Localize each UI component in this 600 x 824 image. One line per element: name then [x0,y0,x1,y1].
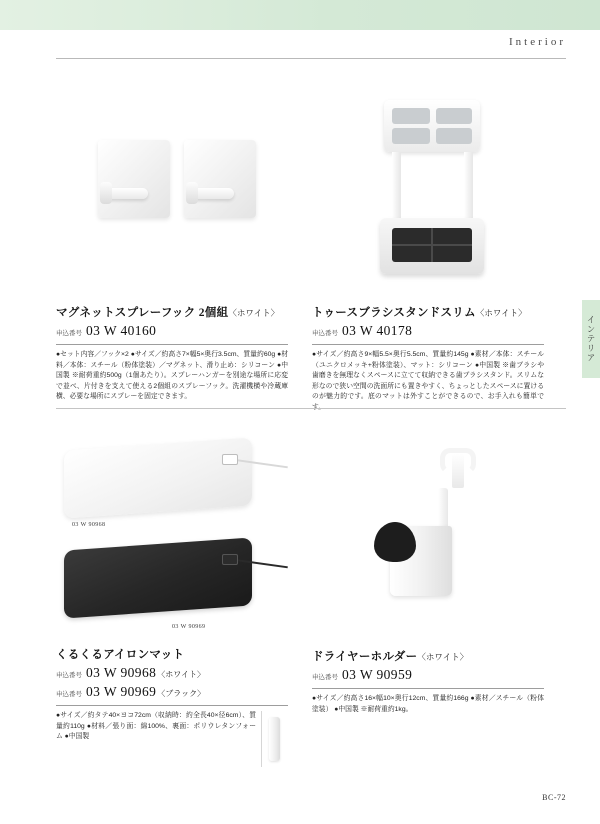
product-variant: 〈ホワイト〉 [417,652,469,662]
product-divider [56,344,288,345]
product-spec-iron-mat: ●サイズ／約タテ40×ヨコ72cm（収納時：約全長40×径6cm）、質量約110g ●材料／張り面：綿100%、裏面：ポリウレタンフォーム ●中国製 [56,712,256,741]
product-photo-magnet-spray-hook [56,78,288,300]
product-card-magnet-spray-hook [56,78,288,403]
product-code-row-magnet-spray-hook [56,323,288,339]
code-label: 申込番号 [312,674,338,681]
product-title-text: くるくるアイロンマット [56,649,185,661]
product-variant: 〈ホワイト〉 [228,308,280,318]
top-color-band [0,0,600,30]
section-side-tab-label: インテリア [586,315,596,363]
page-footer: BC-72 [542,793,566,802]
section-side-tab [582,300,600,378]
product-variant-white: 〈ホワイト〉 [157,670,206,679]
product-code-black: 03 W 90969 [86,684,157,699]
photo-code-white: 03 W 90968 [72,522,106,528]
dryer-holder-hook [440,448,476,474]
product-title-magnet-spray-hook [56,304,288,320]
product-code-row-iron-mat-white [56,665,288,681]
hook-panel-right [184,140,256,218]
product-title-dryer-holder [312,648,544,664]
product-variant-black: 〈ブラック〉 [157,689,206,698]
stand-slot-4 [436,128,472,144]
dryer-holder-cup-interior [374,522,416,562]
product-spec-magnet-spray-hook: ●セット内容／フック×2 ●サイズ／約高さ7×幅5×奥行3.5cm、質量約60g ●材料／本体：スチール（粉体塗装）／マグネット、滑り止め：シリコーン ●中国製 ※耐荷重約500g（1個あたり）。スプレーハンガーを別途な場所に応変で並べ、片付きを支えて使える2個組のスプレーフック。洗濯機横や冷蔵庫横、必要な場所にスプレーを固定できます。 [56,351,288,401]
product-title-text: トゥースブラシスタンドスリム [312,307,476,319]
iron-mat-white-buckle [222,454,238,465]
product-code-row-iron-mat-black [56,684,288,700]
product-title-text: ドライヤーホルダー [312,651,418,663]
page-header [0,30,600,66]
iron-mat-white [64,437,252,518]
iron-mat-black-buckle [222,554,238,565]
product-title-toothbrush-stand [312,304,544,320]
stand-base-mat-divider-h [392,244,472,246]
product-photo-iron-mat [56,422,288,642]
code-label: 申込番号 [56,330,82,337]
code-label: 申込番号 [312,330,338,337]
product-code-row-toothbrush-stand [312,323,544,339]
header-divider [56,58,566,59]
product-divider [312,344,544,345]
page-title: Interior [509,36,566,48]
rolled-mat-shape [269,717,280,761]
product-code-white: 03 W 90968 [86,665,157,680]
product-spec-wrap-iron-mat [56,711,288,743]
stand-slot-3 [392,128,430,144]
product-card-iron-mat [56,422,288,743]
product-card-dryer-holder [312,422,544,715]
iron-mat-black [64,537,252,618]
code-label: 申込番号 [56,672,82,679]
product-spec-toothbrush-stand: ●サイズ／約高さ9×幅5.5×奥行5.5cm、質量約145g ●素材／本体：スチール（ユニクロメッキ+粉体塗装）、マット：シリコーン ●中国製 ※歯ブラシや歯磨きを無理なくスペースに立てて収納できる歯ブラシスタンド。スリムな形なので狭い空間の洗面所にも置きやすく、ちょっとしたスペースに置けるのが魅力的です。底のマットは外すことができるので、お手入れも簡単で [312,351,544,401]
product-photo-dryer-holder [312,422,544,644]
product-code: 03 W 40178 [342,323,413,338]
top-color-band-gradient [0,0,600,30]
product-title-text: マグネットスプレーフック [56,307,196,319]
product-code: 03 W 40160 [86,323,157,338]
product-spec-dryer-holder: ●サイズ／約高さ16×幅10×奥行12cm、質量約166g ●素材／スチール（粉体塗装） ●中国製 ※耐荷重約1kg。 [312,695,544,713]
stand-slot-2 [436,108,472,124]
rolled-mat-thumbnail [261,711,288,767]
product-variant: 〈ホワイト〉 [475,308,527,318]
product-title-suffix: 2個組 [198,307,229,319]
product-photo-toothbrush-stand [312,78,544,300]
product-card-toothbrush-stand [312,78,544,413]
hook-panel-left [98,140,170,218]
stand-slot-1 [392,108,430,124]
hook-tip-right [186,182,198,204]
product-code: 03 W 90959 [342,667,413,682]
photo-code-black: 03 W 90969 [172,624,206,630]
row-divider [56,408,566,409]
product-code-row-dryer-holder [312,667,544,683]
hook-tip-left [100,182,112,204]
code-label: 申込番号 [56,691,82,698]
product-divider [56,705,288,706]
product-divider [312,688,544,689]
product-title-iron-mat [56,646,288,662]
